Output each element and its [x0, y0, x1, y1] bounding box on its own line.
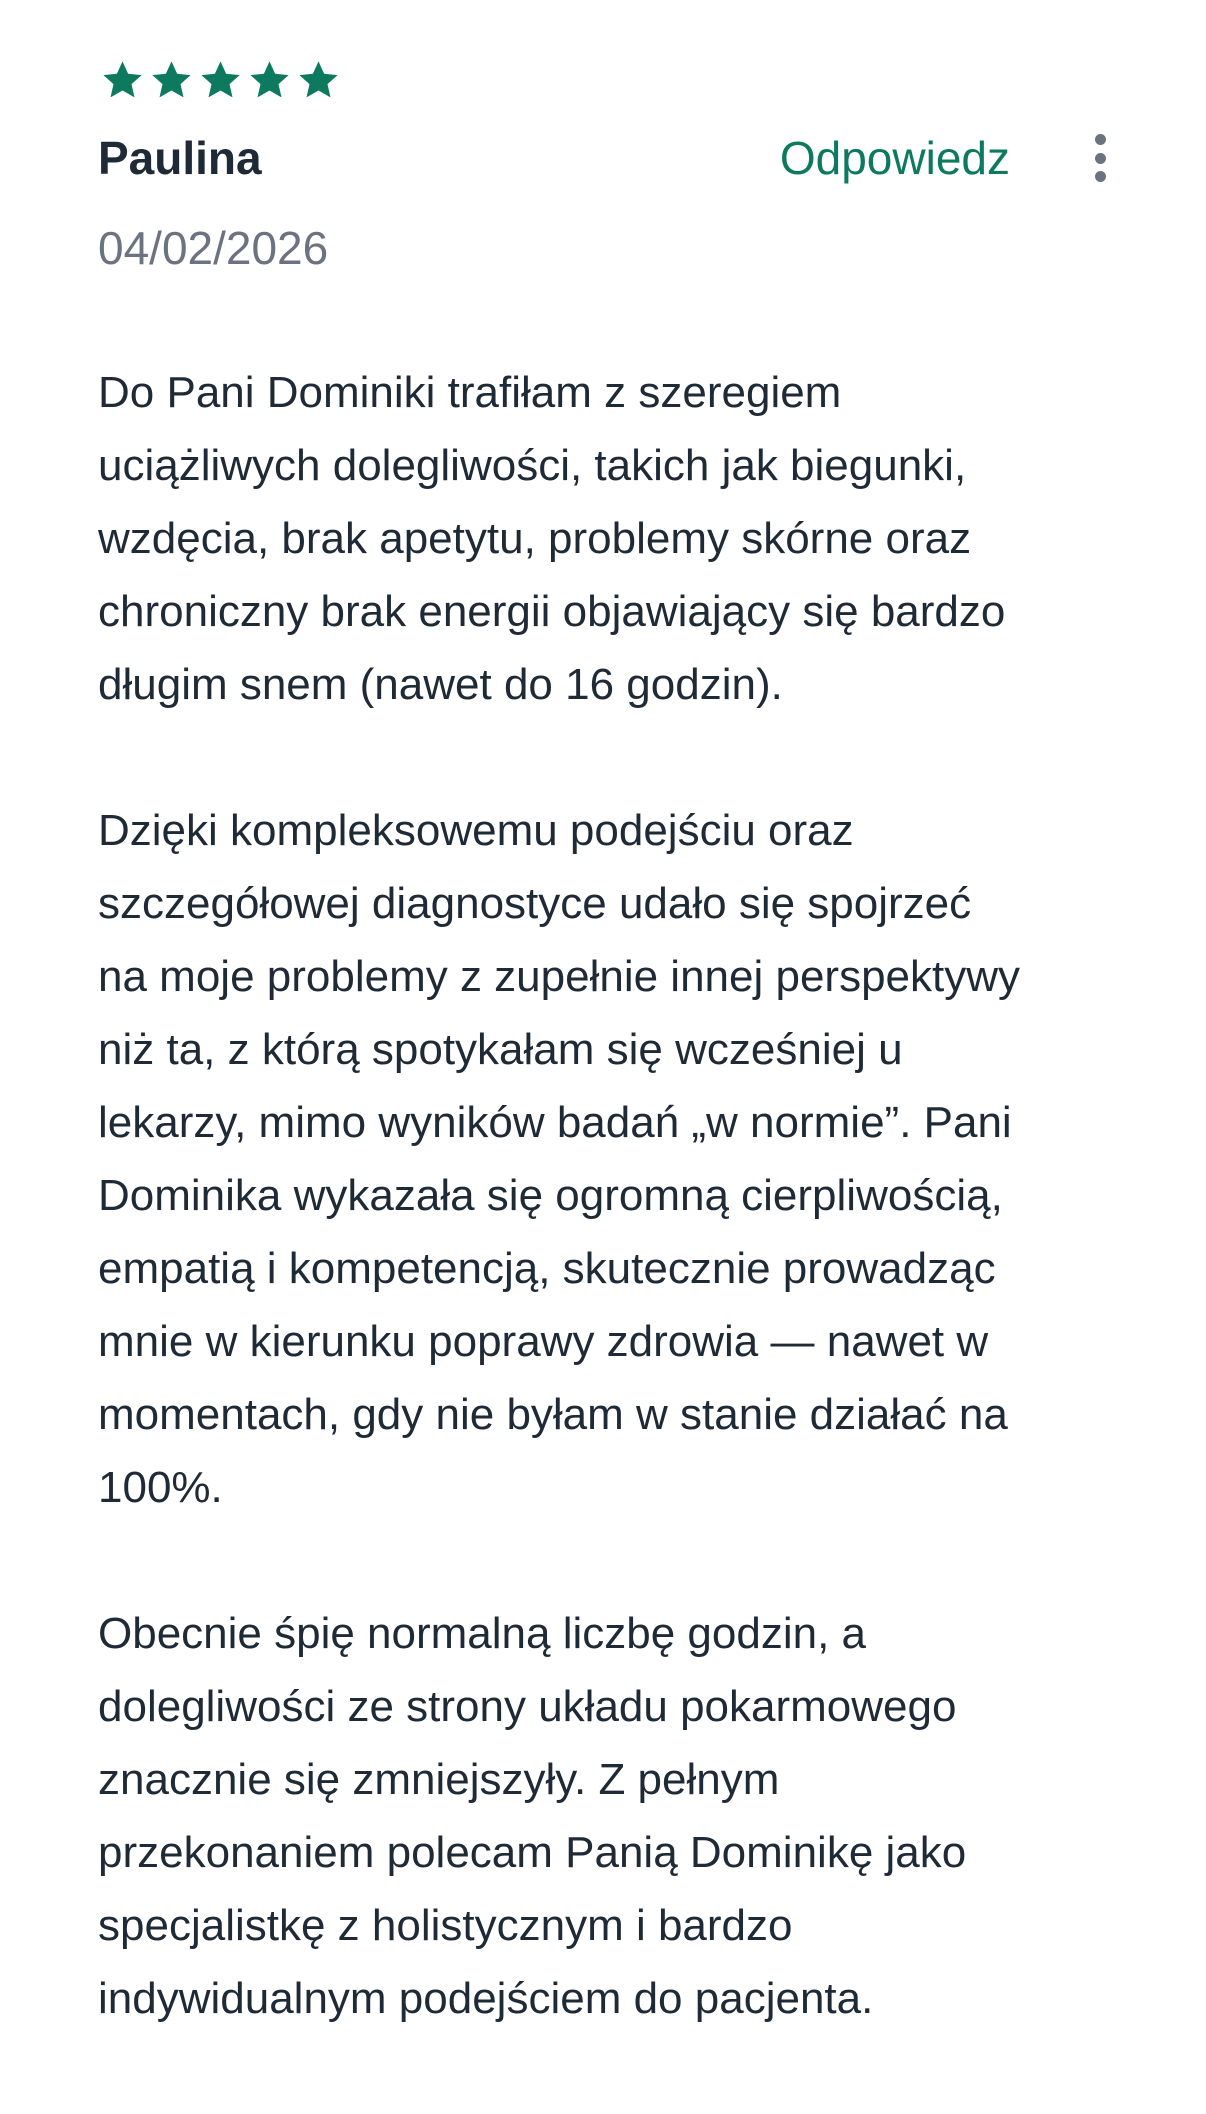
- more-dot: [1095, 134, 1106, 145]
- star-icon: [247, 58, 292, 103]
- star-rating: [100, 58, 341, 103]
- review-paragraph: Obecnie śpię normalną liczbę godzin, a dolegliwości ze strony układu pokarmowego znacznie się zmniejszyły. Z pełnym przekonaniem polecam Panią Dominikę jako specjalistkę z holistycznym i bardzo indywidualnym podejściem do pacjenta.: [98, 1609, 967, 2023]
- review-paragraph: Dzięki kompleksowemu podejściu oraz szczegółowej diagnostyce udało się spojrzeć na moje problemy z zupełnie innej perspektywy niż ta, z którą spotykałam się wcześniej u lekarzy, mimo wyników badań „w normie”. Pani Dominika wykazała się ogromną cierpliwością, empatią i kompetencją, skutecznie prowadząc mnie w kierunku poprawy zdrowia — nawet w momentach, gdy nie byłam w stanie działać na 100%.: [98, 806, 1021, 1512]
- star-icon: [149, 58, 194, 103]
- review-author: Paulina: [98, 132, 262, 184]
- review-body: [98, 356, 1138, 2035]
- reply-button[interactable]: Odpowiedz: [779, 132, 1010, 184]
- review-paragraph: Do Pani Dominiki trafiłam z szeregiem uciążliwych dolegliwości, takich jak biegunki, wzdęcia, brak apetytu, problemy skórne oraz chroniczny brak energii objawiający się bardzo długim snem (nawet do 16 godzin).: [98, 368, 1006, 709]
- more-dot: [1095, 171, 1106, 182]
- review-date: 04/02/2026: [98, 222, 329, 274]
- more-dot: [1095, 153, 1106, 164]
- star-icon: [198, 58, 243, 103]
- star-icon: [296, 58, 341, 103]
- more-vertical-icon[interactable]: [1086, 134, 1114, 182]
- star-icon: [100, 58, 145, 103]
